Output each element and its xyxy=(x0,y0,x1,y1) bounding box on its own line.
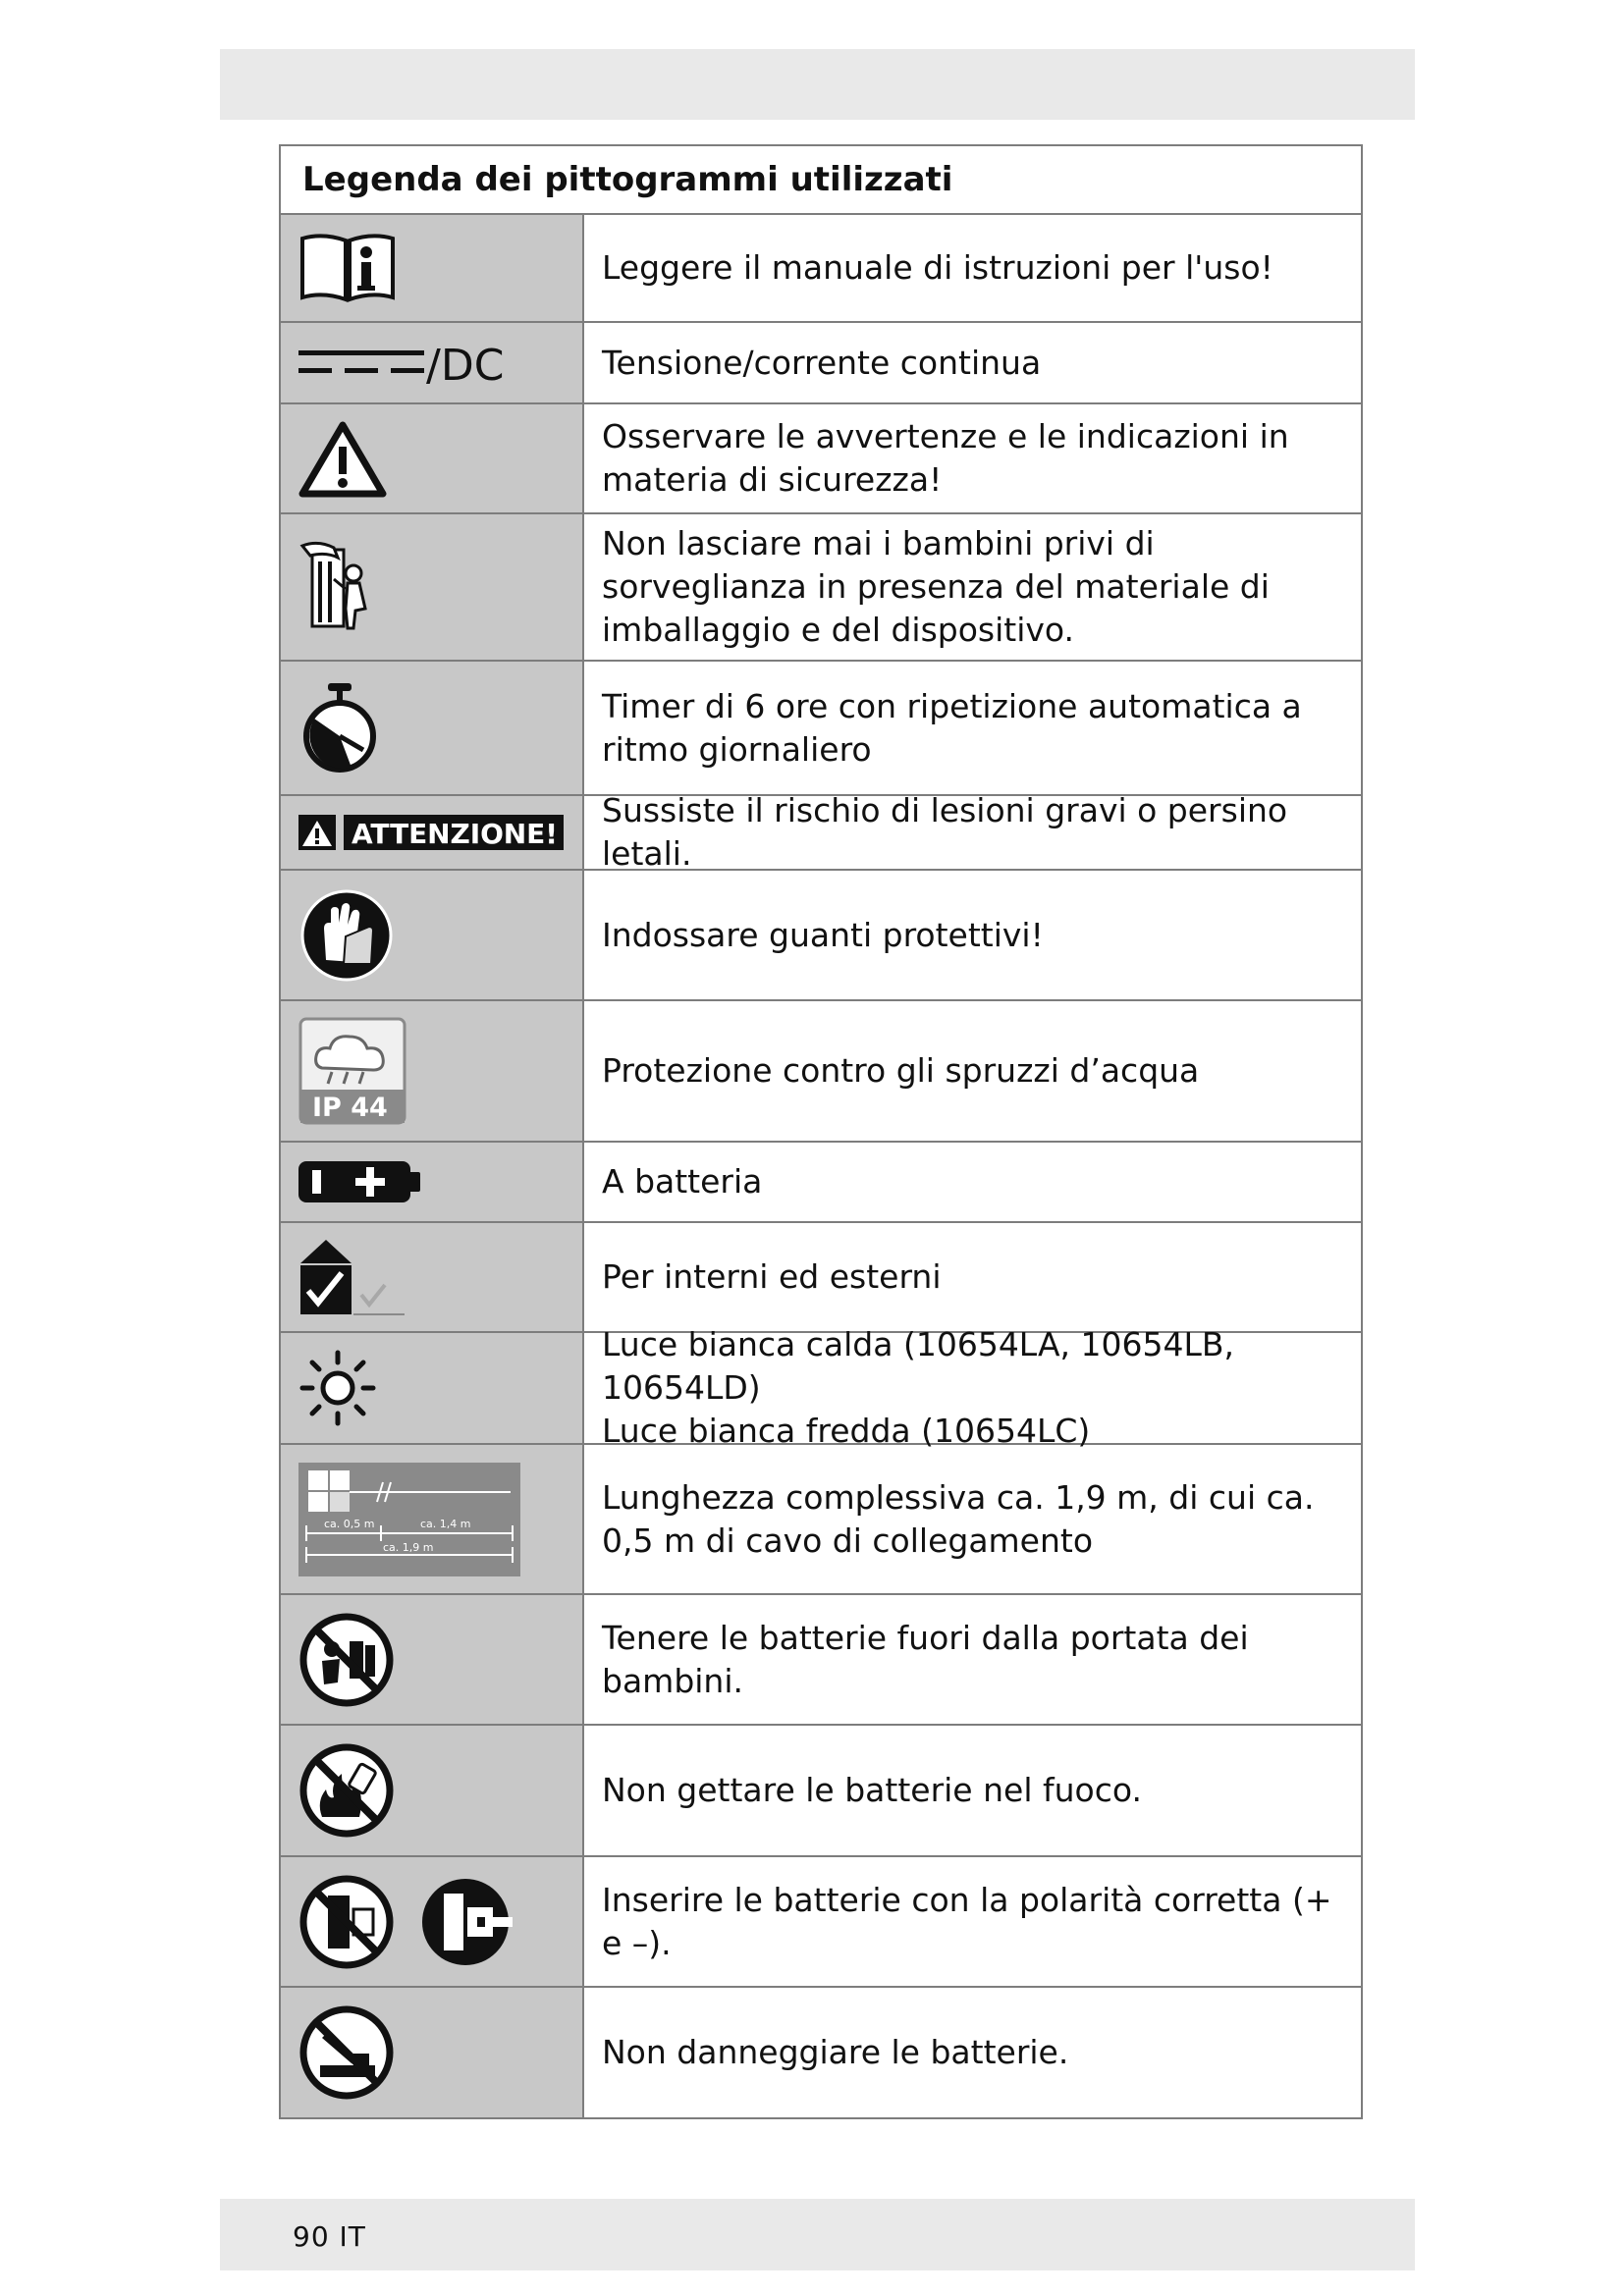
legend-text-line: Luce bianca fredda (10654LC) xyxy=(602,1412,1091,1450)
legend-text: Non danneggiare le batterie. xyxy=(602,2033,1069,2071)
legend-text: Per interni ed esterni xyxy=(602,1257,942,1296)
cable-label-short: ca. 0,5 m xyxy=(324,1517,375,1530)
legend-row xyxy=(281,514,1361,662)
warning-triangle-icon xyxy=(298,419,387,498)
icon-cell xyxy=(281,871,584,999)
icon-cell xyxy=(281,1726,584,1855)
attention-label-icon xyxy=(298,813,566,852)
header-bar xyxy=(220,49,1415,120)
page-number xyxy=(293,2220,366,2253)
cable-length-icon xyxy=(298,1463,520,1576)
no-damage-batteries-icon xyxy=(298,2004,395,2101)
legend-text: Timer di 6 ore con ripetizione automatica a ritmo giornaliero xyxy=(602,686,1302,769)
legend-row xyxy=(281,1325,1361,1450)
legend-row xyxy=(281,1143,1361,1223)
cable-label-long: ca. 1,4 m xyxy=(420,1517,471,1530)
battery-icon xyxy=(298,1159,422,1204)
legend-row xyxy=(281,404,1361,514)
legend-text: Tensione/corrente continua xyxy=(602,343,1042,382)
legend-row xyxy=(281,871,1361,1001)
legend-text: Inserire le batterie con la polarità corretta (+ e –). xyxy=(602,1880,1332,1962)
icon-cell xyxy=(281,1223,584,1331)
legend-row xyxy=(281,1223,1361,1333)
child-packaging-icon xyxy=(298,540,377,634)
legend-row xyxy=(281,1726,1361,1857)
no-fire-batteries-icon xyxy=(298,1742,395,1839)
legend-text: Indossare guanti protettivi! xyxy=(602,915,1044,954)
legend-text xyxy=(584,1325,1361,1450)
legend-text: Leggere il manuale di istruzioni per l'uso! xyxy=(602,248,1273,287)
legend-row xyxy=(281,1988,1361,2117)
legend-row xyxy=(281,1857,1361,1988)
dc-current-icon xyxy=(298,339,534,388)
legend-row xyxy=(281,215,1361,323)
icon-cell xyxy=(281,1445,584,1593)
manual-info-icon xyxy=(298,231,397,305)
gloves-icon xyxy=(298,887,395,984)
legend-text: Lunghezza complessiva ca. 1,9 m, di cui ca. 0,5 m di cavo di collegamento xyxy=(602,1477,1315,1560)
icon-cell xyxy=(281,1333,584,1443)
page-language: IT xyxy=(339,2220,366,2253)
legend-row xyxy=(281,1595,1361,1726)
icon-cell xyxy=(281,1595,584,1724)
icon-cell xyxy=(281,662,584,794)
legend-title: Legenda dei pittogrammi utilizzati xyxy=(281,146,1361,215)
page-number-value: 90 xyxy=(293,2220,330,2253)
icon-cell xyxy=(281,215,584,321)
legend-text: Protezione contro gli spruzzi d’acqua xyxy=(602,1051,1200,1090)
legend-text: Tenere le batterie fuori dalla portata dei bambini. xyxy=(602,1618,1249,1700)
legend-row xyxy=(281,662,1361,796)
icon-cell xyxy=(281,796,584,869)
pictogram-legend-table xyxy=(279,144,1363,2119)
legend-text xyxy=(584,514,1361,660)
legend-text: A batteria xyxy=(602,1162,763,1201)
legend-text-line: Non lasciare mai i bambini privi di sorveglianza in presenza del materiale di imballaggio e del dispositivo. xyxy=(602,524,1270,649)
footer-bar xyxy=(220,2199,1415,2270)
ip44-icon xyxy=(298,1017,406,1125)
legend-text-line: Luce bianca calda (10654LA, 10654LB, 10654LD) xyxy=(602,1325,1234,1407)
cable-label-total: ca. 1,9 m xyxy=(383,1540,434,1554)
icon-cell xyxy=(281,1143,584,1221)
icon-cell xyxy=(281,404,584,512)
timer-icon xyxy=(298,679,381,777)
legend-text: Osservare le avvertenze e le indicazioni in materia di sicurezza! xyxy=(602,417,1289,499)
legend-row xyxy=(281,1001,1361,1143)
battery-polarity-icon xyxy=(298,1874,516,1970)
icon-cell xyxy=(281,514,584,660)
legend-row xyxy=(281,791,1361,873)
indoor-outdoor-icon xyxy=(298,1236,406,1318)
legend-text: Sussiste il rischio di lesioni gravi o persino letali. xyxy=(602,791,1288,873)
dc-label: /DC xyxy=(426,340,505,388)
icon-cell xyxy=(281,1001,584,1141)
legend-text: Non gettare le batterie nel fuoco. xyxy=(602,1771,1142,1809)
icon-cell xyxy=(281,323,584,402)
ip44-label: IP 44 xyxy=(312,1093,388,1123)
legend-row xyxy=(281,323,1361,404)
legend-row xyxy=(281,1445,1361,1595)
attention-label: ATTENZIONE! xyxy=(352,818,558,850)
icon-cell xyxy=(281,1988,584,2117)
light-sun-icon xyxy=(298,1349,377,1427)
no-children-batteries-icon xyxy=(298,1612,395,1708)
icon-cell xyxy=(281,1857,584,1986)
